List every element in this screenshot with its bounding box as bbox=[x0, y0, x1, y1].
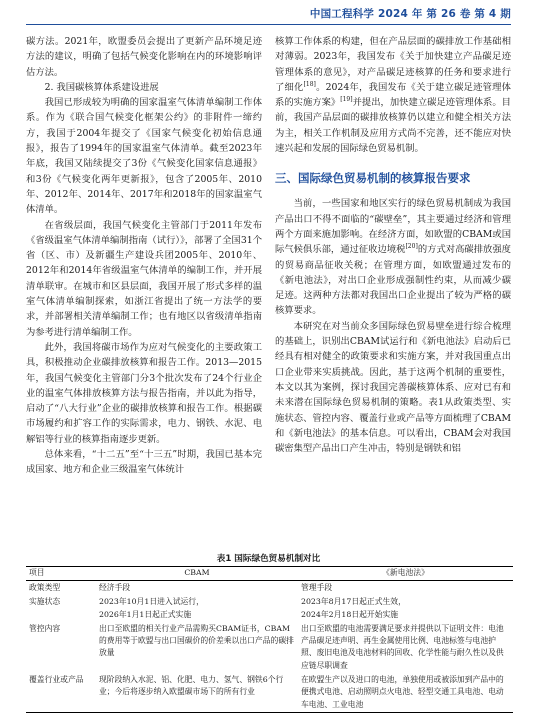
table-row bbox=[26, 595, 513, 622]
table-cell: 管理手段 bbox=[301, 583, 333, 592]
header-rule bbox=[26, 24, 511, 25]
paragraph: 总体来看，“十二五”至“十三五”时期，我国已基本完成国家、地方和企业三级温室气体统计 bbox=[26, 449, 262, 476]
right-column bbox=[275, 34, 511, 456]
text-run: 当前，一些国家和地区实行的绿色贸易机制成为我国产品出口不得不面临的“碳壁垒”，其主要通过经济和管理两个方面来施加影响。在经济方面，如欧盟的CBAM或国际气候俱乐部，通过征收边境税 bbox=[275, 198, 511, 256]
page-header bbox=[0, 0, 537, 22]
citation: [19] bbox=[340, 96, 353, 104]
table-header-cell: 《新电池法》 bbox=[298, 567, 513, 581]
paragraph bbox=[275, 196, 511, 318]
paragraph: 我国已形成较为明确的国家温室气体清单编制工作体系。作为《联合国气候变化框架公约》的非附件一缔约方，我国于2004年提交了《国家气候变化初始信息通报》，报告了1994年的国家温室气体清单。截至2023年年底，我国又陆续提交了3份《气候变化国家信息通报》和3份《气候变化两年更新报》，包含了2005年、2010年、2012年、2014年、2017年和2018年的国家温室气体清单。 bbox=[26, 97, 262, 216]
paragraph bbox=[275, 34, 511, 156]
paragraph: 此外，我国将碳市场作为应对气候变化的主要政策工具，积极推动企业碳排放核算和报告工作。2013—2015年，我国气候变化主管部门分3个批次发布了24个行业企业的温室气体排放核算方法与报告指南，并以此为指导，启动了“八大行业”企业的碳排放核算和报告工作。根据碳市场履约和扩容工作的实际需求，电力、钢铁、水泥、电解铝等行业的核算指南逐步更新。 bbox=[26, 341, 262, 445]
table-cell: 2023年10月1日进入试运行， 2026年1月1日起正式实施 bbox=[99, 597, 204, 619]
table-cell: 在欧盟生产以及进口的电池，单独使用或被添加到产品中的便携式电池、启动照明点火电池、轻型交通工具电池、电动车电池、工业电池 bbox=[298, 673, 513, 712]
section-heading: 三、国际绿色贸易机制的核算报告要求 bbox=[275, 171, 471, 186]
table-cell: 出口至欧盟的电池需要满足要求并提供以下证明文件：电池产品碳足迹声明、再生金属使用比例、电池标签与电池护照、废旧电池及电池材料的回收、化学性能与耐久性以及供应链尽职调查 bbox=[301, 623, 504, 670]
table-cell: 出口至欧盟的相关行业产品需购买CBAM证书，CBAM的费用等于欧盟与出口国碳价的价差乘以出口产品的碳排放量 bbox=[99, 623, 294, 658]
table-cell: 2023年8月17日起正式生效， 2024年2月18日起开始实施 bbox=[301, 597, 406, 619]
journal-title: 中国工程科学 2024 年 第 26 卷 第 4 期 bbox=[309, 8, 511, 20]
text-run: 核算工作体系的构建，但在产品层面的碳排放工作基础相对薄弱。2023年，我国发布《关于加快建立产品碳足迹管理体系的意见》，对产品碳足迹核算的任务和要求进行了细化 bbox=[275, 36, 511, 93]
table-row bbox=[26, 581, 513, 596]
paragraph: 在省级层面，我国气候变化主管部门于2011年发布《省级温室气体清单编制指南（试行）》，部署了全国31个省（区、市）及新疆生产建设兵团2005年、2010年、2012年和2014年省级温室气体清单的编制工作，并开展清单联审。在城市和区县层面，我国开展了形式多样的温室气体清单编制探索，如浙江省提出了统一方法学的要求，并部署相关清单编制工作；也有地区以省级清单指南为参考进行清单编制工作。 bbox=[26, 219, 262, 338]
text-run: 并提出，加快建立碳足迹管理体系。目前，我国产品层面的碳排放核算仍以建立和健全相关方法为主，相关工作机制及应用方式尚不完善，还不能应对快速兴起和发展的国际绿色贸易机制。 bbox=[275, 97, 511, 155]
paragraph: 碳方法。2021年，欧盟委员会提出了更新产品环境足迹方法的建议，明确了包括气候变化影响在内的环境影响评估方法。 bbox=[26, 36, 262, 78]
paragraph: 本研究在对当前众多国际绿色贸易壁垒进行综合梳理的基础上，识别出CBAM试运行和《新电池法》启动后已经具有相对健全的政策要求和实施方案，并对我国重点出口企业带来实质挑战。因此，基于这两个机制的重要性，本文以其为案例，探讨我国完善碳核算体系、应对已有和未来潜在国际绿色贸易机制的策略。表1从政策类型、实施状态、管控内容、覆盖行业或产品等方面梳理了CBAM和《新电池法》的基本信息。可以看出，CBAM会对我国碳密集型产品出口产生冲击，特别是钢铁和铝 bbox=[275, 320, 511, 455]
table-row bbox=[26, 673, 513, 712]
table-header-row bbox=[26, 567, 513, 581]
table-cell: 现阶段纳入水泥、铝、化肥、电力、氢气、钢铁6个行业；今后将逐步纳入欧盟碳市场下的所有行业 bbox=[96, 673, 298, 712]
left-column bbox=[26, 34, 262, 478]
table-cell: 实施状态 bbox=[29, 597, 61, 607]
table-caption: 表1 国际绿色贸易机制对比 bbox=[216, 554, 321, 564]
table-cell: 政策类型 bbox=[29, 583, 61, 592]
comparison-table bbox=[26, 566, 513, 713]
text-run: 的方式对高碳排放强度的贸易商品征收关税；在管理方面，如欧盟通过发布的《新电池法》，对出口企业形成强制性约束，从而减少碳足迹。这两种方法都对我国出口企业提出了较为严格的碳核算要求。 bbox=[275, 244, 511, 317]
citation: [20] bbox=[405, 243, 418, 251]
table-cell: 经济手段 bbox=[99, 583, 131, 592]
citation: [18] bbox=[303, 80, 316, 88]
table-header-cell: 项目 bbox=[26, 567, 96, 581]
text-run: 。2024年，我国发布《关于建立碳足迹管理体系的实施方案》 bbox=[275, 81, 511, 109]
table-row bbox=[26, 622, 513, 673]
table-header-cell: CBAM bbox=[96, 567, 298, 581]
table-cell: 管控内容 bbox=[29, 623, 61, 633]
table-cell: 覆盖行业或产品 bbox=[26, 673, 96, 712]
subsection-heading: 2. 我国碳核算体系建设进展 bbox=[44, 81, 159, 93]
